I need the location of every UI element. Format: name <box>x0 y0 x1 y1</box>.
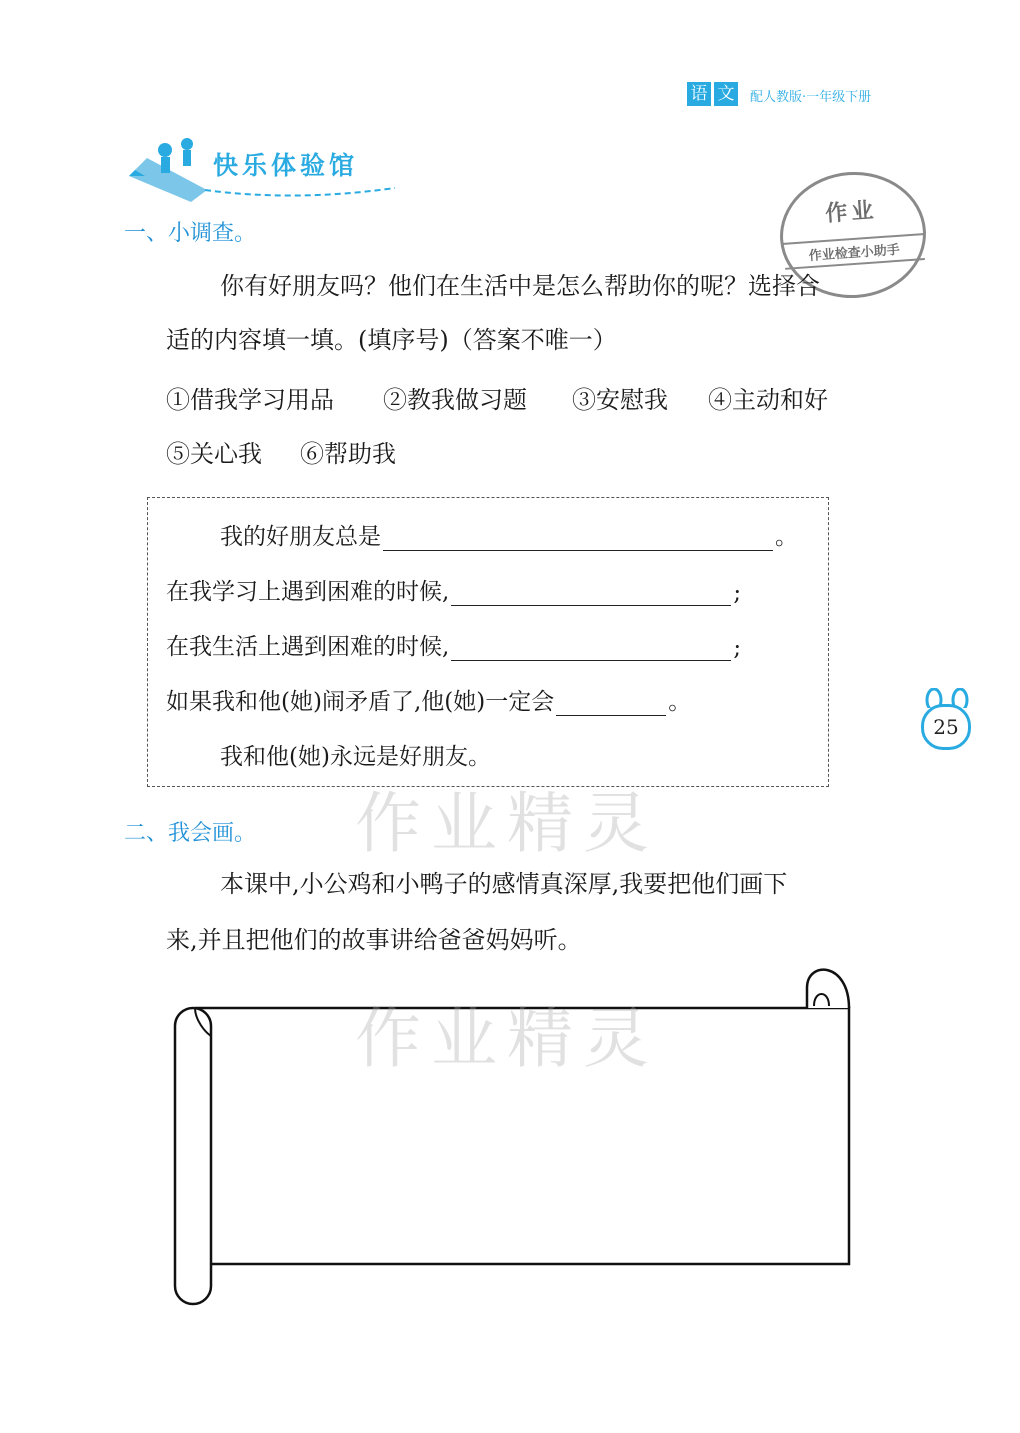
page-number-badge <box>918 688 978 754</box>
section1-intro-line2: 适的内容填一填。(填序号)（答案不唯一） <box>166 326 617 354</box>
fill-line-2 <box>166 573 741 606</box>
option-item: ②教我做习题 <box>383 386 527 414</box>
option-item: ⑤关心我 <box>166 440 262 468</box>
section1-intro-line1: 你有好朋友吗？他们在生活中是怎么帮助你的呢？选择合 <box>220 272 820 300</box>
option-item: ③安慰我 <box>572 386 668 414</box>
stamp-top-text: 作业 <box>824 198 879 227</box>
watermark: 作业精灵 <box>355 785 659 862</box>
edition-label: 配人教版·一年级下册 <box>750 90 872 105</box>
fill-punct: 。 <box>775 524 798 550</box>
subject-badge <box>687 82 738 106</box>
fill-line-3 <box>166 628 741 661</box>
fill-punct: 。 <box>668 689 692 715</box>
fill-text: 如果我和他(她)闹矛盾了,他(她)一定会 <box>166 689 555 715</box>
fill-line-4 <box>166 683 691 716</box>
page-number: 25 <box>921 704 971 750</box>
fill-line-1 <box>220 518 798 551</box>
section2-heading: 二、我会画。 <box>124 821 257 846</box>
answer-blank[interactable] <box>451 579 731 606</box>
answer-blank[interactable] <box>383 524 773 551</box>
section2-line1: 本课中,小公鸡和小鸭子的感情真深厚,我要把他们画下 <box>220 870 788 898</box>
fill-text: 在我学习上遇到困难的时候, <box>166 579 450 605</box>
watermark: 作业精灵 <box>355 1000 659 1077</box>
answer-blank[interactable] <box>451 634 731 661</box>
fill-line-5: 我和他(她)永远是好朋友。 <box>220 744 491 770</box>
subject-char: 文 <box>714 82 738 106</box>
fill-punct: ; <box>733 580 742 606</box>
banner-title: 快乐体验馆 <box>213 151 359 180</box>
section2-line2: 来,并且把他们的故事讲给爸爸妈妈听。 <box>166 926 582 954</box>
fill-text: 我的好朋友总是 <box>220 524 381 550</box>
section1-heading: 一、小调查。 <box>124 221 257 246</box>
option-item: ①借我学习用品 <box>166 386 334 414</box>
fill-punct: ; <box>733 635 742 661</box>
option-item: ④主动和好 <box>708 386 828 414</box>
fill-text: 在我生活上遇到困难的时候, <box>166 634 450 660</box>
answer-blank[interactable] <box>556 689 666 716</box>
subject-char: 语 <box>687 82 711 106</box>
option-item: ⑥帮助我 <box>300 440 396 468</box>
stamp-bottom-text: 作业检查小助手 <box>783 233 925 270</box>
